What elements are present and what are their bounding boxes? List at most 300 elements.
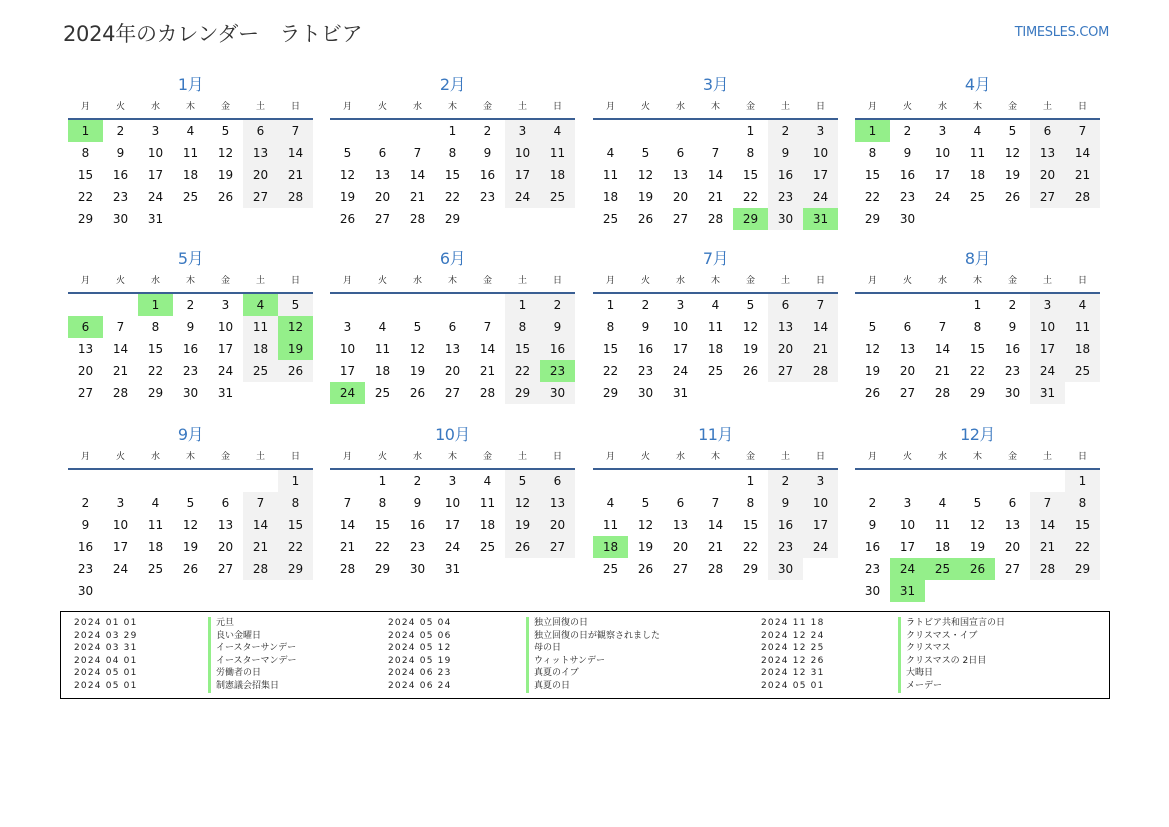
day-cell: 17 [339, 364, 356, 378]
day-cell: 8 [378, 496, 387, 510]
holiday-day-cell: 18 [593, 536, 628, 558]
holiday-date: 2024 05 04 [388, 618, 452, 628]
weekday-label: 日 [1077, 452, 1087, 462]
holiday-name: クリスマス [898, 642, 951, 655]
day-cell: 4 [378, 320, 387, 334]
day-grid [593, 470, 838, 580]
day-cell: 14 [409, 168, 426, 182]
day-cell: 27 [768, 360, 803, 382]
holiday-day-cell: 24 [330, 382, 365, 404]
day-cell: 17 [1030, 338, 1065, 360]
empty-day-cell [330, 294, 365, 316]
weekday-header [855, 270, 1100, 294]
day-cell: 20 [243, 164, 278, 186]
day-cell: 28 [934, 386, 951, 400]
weekday-label: 水 [937, 276, 947, 286]
day-cell: 12 [217, 146, 234, 160]
weekday-header [593, 270, 838, 294]
day-cell: 3 [116, 496, 125, 510]
weekday-header [330, 270, 575, 294]
weekday-label: 月 [867, 102, 877, 112]
empty-day-cell [243, 470, 278, 492]
day-cell: 6 [676, 496, 685, 510]
day-cell: 12 [864, 342, 881, 356]
day-cell: 11 [707, 320, 724, 334]
day-cell: 14 [278, 142, 313, 164]
month-calendar [593, 74, 838, 230]
day-cell: 25 [1065, 360, 1100, 382]
day-cell: 6 [378, 146, 387, 160]
month-calendar [330, 424, 575, 580]
day-cell: 1 [378, 474, 387, 488]
day-cell: 16 [409, 518, 426, 532]
empty-day-cell [365, 294, 400, 316]
day-cell: 6 [903, 320, 912, 334]
weekday-header [593, 96, 838, 120]
weekday-label: 金 [1007, 452, 1017, 462]
day-cell: 5 [186, 496, 195, 510]
weekday-header [68, 270, 313, 294]
day-cell: 4 [606, 496, 615, 510]
day-cell: 15 [969, 342, 986, 356]
day-cell: 10 [505, 142, 540, 164]
weekday-label: 火 [377, 452, 387, 462]
weekday-label: 金 [745, 276, 755, 286]
day-cell: 22 [444, 190, 461, 204]
day-cell: 20 [217, 540, 234, 554]
day-cell: 22 [969, 364, 986, 378]
day-cell: 4 [938, 496, 947, 510]
day-cell: 1 [1065, 470, 1100, 492]
holiday-date: 2024 05 01 [74, 681, 138, 691]
day-grid [68, 120, 313, 230]
day-cell: 7 [243, 492, 278, 514]
day-grid [68, 470, 313, 602]
day-cell: 4 [186, 124, 195, 138]
day-cell: 25 [243, 360, 278, 382]
weekday-label: 金 [1007, 276, 1017, 286]
holiday-day-cell: 1 [68, 120, 103, 142]
weekday-label: 金 [482, 102, 492, 112]
weekday-label: 火 [377, 102, 387, 112]
day-cell: 7 [938, 320, 947, 334]
weekday-label: 金 [482, 276, 492, 286]
day-cell: 22 [864, 190, 881, 204]
holiday-name: 独立回復の日が観察されました [526, 630, 660, 643]
day-cell: 25 [374, 386, 391, 400]
weekday-label: 金 [220, 102, 230, 112]
day-cell: 18 [934, 540, 951, 554]
day-cell: 6 [1008, 496, 1017, 510]
holiday-name: 良い金曜日 [208, 630, 261, 643]
weekday-label: 土 [780, 276, 790, 286]
weekday-label: 火 [115, 452, 125, 462]
day-cell: 25 [602, 562, 619, 576]
day-cell: 29 [969, 386, 986, 400]
month-calendar [330, 248, 575, 404]
day-cell: 3 [1030, 294, 1065, 316]
day-cell: 18 [602, 190, 619, 204]
empty-day-cell [1030, 470, 1065, 492]
day-cell: 30 [182, 386, 199, 400]
day-cell: 14 [803, 316, 838, 338]
weekday-label: 木 [710, 452, 720, 462]
day-cell: 11 [602, 518, 619, 532]
day-cell: 9 [1008, 320, 1017, 334]
day-cell: 27 [444, 386, 461, 400]
day-cell: 13 [672, 518, 689, 532]
day-cell: 3 [448, 474, 457, 488]
holiday-date: 2024 05 12 [388, 643, 452, 654]
day-cell: 15 [77, 168, 94, 182]
weekday-label: 木 [447, 102, 457, 112]
day-cell: 28 [112, 386, 129, 400]
holiday-day-cell: 26 [960, 558, 995, 580]
day-cell: 14 [707, 168, 724, 182]
day-cell: 1 [746, 124, 755, 138]
day-cell: 16 [479, 168, 496, 182]
day-cell: 5 [343, 146, 352, 160]
day-cell: 31 [147, 212, 164, 226]
weekday-label: 土 [255, 452, 265, 462]
holiday-date: 2024 11 18 [761, 618, 825, 628]
holiday-day-cell: 31 [803, 208, 838, 230]
weekday-label: 土 [517, 452, 527, 462]
holiday-day-cell: 19 [278, 338, 313, 360]
day-cell: 17 [672, 342, 689, 356]
day-cell: 8 [81, 146, 90, 160]
day-cell: 8 [973, 320, 982, 334]
month-title: 3月 [702, 75, 729, 94]
weekday-label: 金 [482, 452, 492, 462]
day-cell: 4 [540, 120, 575, 142]
day-cell: 15 [505, 338, 540, 360]
day-cell: 23 [768, 186, 803, 208]
weekday-label: 火 [640, 452, 650, 462]
day-cell: 13 [444, 342, 461, 356]
day-cell: 22 [742, 540, 759, 554]
month-calendar [855, 424, 1100, 602]
day-cell: 8 [746, 146, 755, 160]
day-cell: 10 [444, 496, 461, 510]
day-cell: 19 [217, 168, 234, 182]
weekday-header [68, 446, 313, 470]
day-cell: 19 [505, 514, 540, 536]
day-grid [330, 120, 575, 230]
day-cell: 16 [768, 164, 803, 186]
day-cell: 9 [641, 320, 650, 334]
day-cell: 21 [339, 540, 356, 554]
day-cell: 7 [1030, 492, 1065, 514]
day-cell: 25 [182, 190, 199, 204]
day-cell: 19 [409, 364, 426, 378]
day-cell: 26 [1004, 190, 1021, 204]
day-cell: 18 [182, 168, 199, 182]
day-cell: 7 [116, 320, 125, 334]
day-cell: 16 [182, 342, 199, 356]
holiday-day-cell: 25 [925, 558, 960, 580]
day-cell: 11 [182, 146, 199, 160]
day-cell: 21 [278, 164, 313, 186]
empty-day-cell [593, 120, 628, 142]
day-cell: 11 [969, 146, 986, 160]
month-title: 10月 [435, 425, 470, 444]
weekday-label: 日 [552, 276, 562, 286]
day-cell: 23 [182, 364, 199, 378]
weekday-label: 土 [517, 276, 527, 286]
holiday-date: 2024 04 01 [74, 655, 138, 666]
day-cell: 10 [147, 146, 164, 160]
weekday-label: 日 [815, 276, 825, 286]
day-cell: 18 [540, 164, 575, 186]
holiday-day-cell: 4 [243, 294, 278, 316]
month-calendar [330, 74, 575, 230]
day-grid [593, 294, 838, 404]
weekday-label: 土 [517, 102, 527, 112]
day-cell: 18 [243, 338, 278, 360]
day-cell: 11 [934, 518, 951, 532]
day-cell: 24 [505, 186, 540, 208]
empty-day-cell [400, 120, 435, 142]
day-cell: 30 [768, 208, 803, 230]
day-cell: 19 [182, 540, 199, 554]
day-cell: 21 [112, 364, 129, 378]
day-cell: 13 [768, 316, 803, 338]
day-cell: 20 [672, 190, 689, 204]
day-cell: 12 [637, 518, 654, 532]
day-cell: 3 [676, 298, 685, 312]
day-cell: 13 [77, 342, 94, 356]
day-cell: 4 [973, 124, 982, 138]
day-cell: 17 [505, 164, 540, 186]
empty-day-cell [173, 470, 208, 492]
weekday-label: 月 [80, 276, 90, 286]
day-cell: 28 [803, 360, 838, 382]
holiday-date: 2024 06 24 [388, 681, 452, 691]
day-cell: 27 [1030, 186, 1065, 208]
day-cell: 31 [217, 386, 234, 400]
empty-day-cell [330, 470, 365, 492]
holiday-day-cell: 6 [68, 316, 103, 338]
weekday-label: 金 [1007, 102, 1017, 112]
day-cell: 14 [1030, 514, 1065, 536]
day-cell: 24 [803, 186, 838, 208]
month-calendar [593, 248, 838, 404]
day-cell: 6 [221, 496, 230, 510]
day-cell: 25 [147, 562, 164, 576]
day-cell: 24 [1030, 360, 1065, 382]
day-cell: 24 [147, 190, 164, 204]
day-cell: 28 [1065, 186, 1100, 208]
day-cell: 15 [742, 168, 759, 182]
holiday-date: 2024 12 24 [761, 630, 825, 641]
day-cell: 18 [147, 540, 164, 554]
day-cell: 15 [444, 168, 461, 182]
weekday-label: 水 [150, 452, 160, 462]
weekday-label: 土 [255, 276, 265, 286]
day-cell: 6 [1030, 120, 1065, 142]
day-cell: 10 [803, 492, 838, 514]
weekday-label: 月 [867, 276, 877, 286]
month-title: 1月 [177, 75, 204, 94]
day-cell: 4 [151, 496, 160, 510]
day-cell: 9 [868, 518, 877, 532]
holiday-name: クリスマスの 2日目 [898, 655, 986, 668]
day-cell: 2 [768, 470, 803, 492]
day-cell: 10 [112, 518, 129, 532]
empty-day-cell [663, 120, 698, 142]
day-cell: 7 [711, 146, 720, 160]
weekday-label: 火 [377, 276, 387, 286]
weekday-label: 水 [412, 452, 422, 462]
weekday-header [593, 446, 838, 470]
day-cell: 6 [540, 470, 575, 492]
weekday-label: 金 [745, 452, 755, 462]
month-title: 8月 [964, 249, 991, 268]
day-cell: 20 [768, 338, 803, 360]
day-cell: 10 [672, 320, 689, 334]
day-cell: 4 [1065, 294, 1100, 316]
day-cell: 23 [479, 190, 496, 204]
day-cell: 17 [803, 164, 838, 186]
day-cell: 29 [147, 386, 164, 400]
day-cell: 8 [278, 492, 313, 514]
day-cell: 5 [221, 124, 230, 138]
day-cell: 25 [540, 186, 575, 208]
day-cell: 26 [339, 212, 356, 226]
day-cell: 26 [637, 212, 654, 226]
day-cell: 12 [969, 518, 986, 532]
day-cell: 28 [243, 558, 278, 580]
day-cell: 24 [672, 364, 689, 378]
weekday-label: 木 [447, 452, 457, 462]
day-cell: 29 [505, 382, 540, 404]
day-cell: 8 [868, 146, 877, 160]
day-cell: 22 [77, 190, 94, 204]
holiday-name: 制憲議会招集日 [208, 680, 279, 693]
day-cell: 10 [339, 342, 356, 356]
weekday-label: 金 [745, 102, 755, 112]
day-cell: 29 [742, 562, 759, 576]
weekday-label: 火 [115, 102, 125, 112]
day-cell: 5 [641, 146, 650, 160]
day-cell: 20 [540, 514, 575, 536]
empty-day-cell [435, 294, 470, 316]
holiday-name: 真夏の日 [526, 680, 570, 693]
day-cell: 27 [899, 386, 916, 400]
day-cell: 8 [746, 496, 755, 510]
empty-day-cell [855, 470, 890, 492]
day-cell: 19 [339, 190, 356, 204]
month-title: 2月 [439, 75, 466, 94]
day-cell: 15 [742, 518, 759, 532]
site-brand-link[interactable]: TIMESLES.COM [1014, 25, 1109, 40]
day-cell: 22 [742, 190, 759, 204]
day-cell: 27 [243, 186, 278, 208]
day-cell: 7 [278, 120, 313, 142]
day-cell: 6 [676, 146, 685, 160]
day-cell: 27 [672, 212, 689, 226]
day-cell: 30 [540, 382, 575, 404]
day-cell: 21 [803, 338, 838, 360]
empty-day-cell [628, 470, 663, 492]
day-cell: 16 [112, 168, 129, 182]
empty-day-cell [890, 294, 925, 316]
weekday-label: 火 [902, 452, 912, 462]
weekday-label: 月 [342, 102, 352, 112]
day-cell: 12 [1004, 146, 1021, 160]
day-cell: 31 [672, 386, 689, 400]
day-cell: 24 [217, 364, 234, 378]
day-cell: 18 [374, 364, 391, 378]
holiday-name: 母の日 [526, 642, 561, 655]
day-cell: 16 [864, 540, 881, 554]
day-cell: 12 [637, 168, 654, 182]
day-cell: 29 [864, 212, 881, 226]
day-cell: 26 [864, 386, 881, 400]
month-calendar [855, 248, 1100, 404]
day-cell: 20 [444, 364, 461, 378]
weekday-label: 土 [1042, 102, 1052, 112]
holiday-day-cell: 24 [890, 558, 925, 580]
holiday-day-cell: 1 [138, 294, 173, 316]
weekday-label: 火 [640, 102, 650, 112]
weekday-label: 火 [902, 102, 912, 112]
holiday-name: イースターマンデー [208, 655, 297, 668]
day-cell: 2 [116, 124, 125, 138]
day-cell: 17 [147, 168, 164, 182]
weekday-label: 日 [815, 452, 825, 462]
day-cell: 29 [602, 386, 619, 400]
day-cell: 30 [899, 212, 916, 226]
day-cell: 27 [540, 536, 575, 558]
holiday-date: 2024 06 23 [388, 668, 452, 679]
day-cell: 28 [409, 212, 426, 226]
empty-day-cell [995, 470, 1030, 492]
day-cell: 11 [147, 518, 164, 532]
day-cell: 3 [803, 470, 838, 492]
day-cell: 9 [903, 146, 912, 160]
day-cell: 26 [742, 364, 759, 378]
weekday-header [330, 446, 575, 470]
day-cell: 2 [868, 496, 877, 510]
weekday-label: 木 [710, 102, 720, 112]
day-cell: 30 [637, 386, 654, 400]
weekday-label: 日 [552, 452, 562, 462]
day-cell: 28 [339, 562, 356, 576]
empty-day-cell [628, 120, 663, 142]
day-cell: 15 [602, 342, 619, 356]
day-cell: 22 [505, 360, 540, 382]
weekday-label: 日 [1077, 102, 1087, 112]
day-cell: 30 [112, 212, 129, 226]
day-cell: 4 [711, 298, 720, 312]
day-cell: 2 [540, 294, 575, 316]
day-cell: 13 [243, 142, 278, 164]
weekday-header [855, 96, 1100, 120]
day-cell: 13 [374, 168, 391, 182]
weekday-label: 火 [640, 276, 650, 286]
day-cell: 16 [77, 540, 94, 554]
day-cell: 14 [479, 342, 496, 356]
day-cell: 7 [483, 320, 492, 334]
day-cell: 3 [505, 120, 540, 142]
day-cell: 8 [606, 320, 615, 334]
day-cell: 14 [243, 514, 278, 536]
holiday-name: 真夏のイブ [526, 667, 579, 680]
day-cell: 19 [637, 540, 654, 554]
holiday-name: メーデー [898, 680, 942, 693]
